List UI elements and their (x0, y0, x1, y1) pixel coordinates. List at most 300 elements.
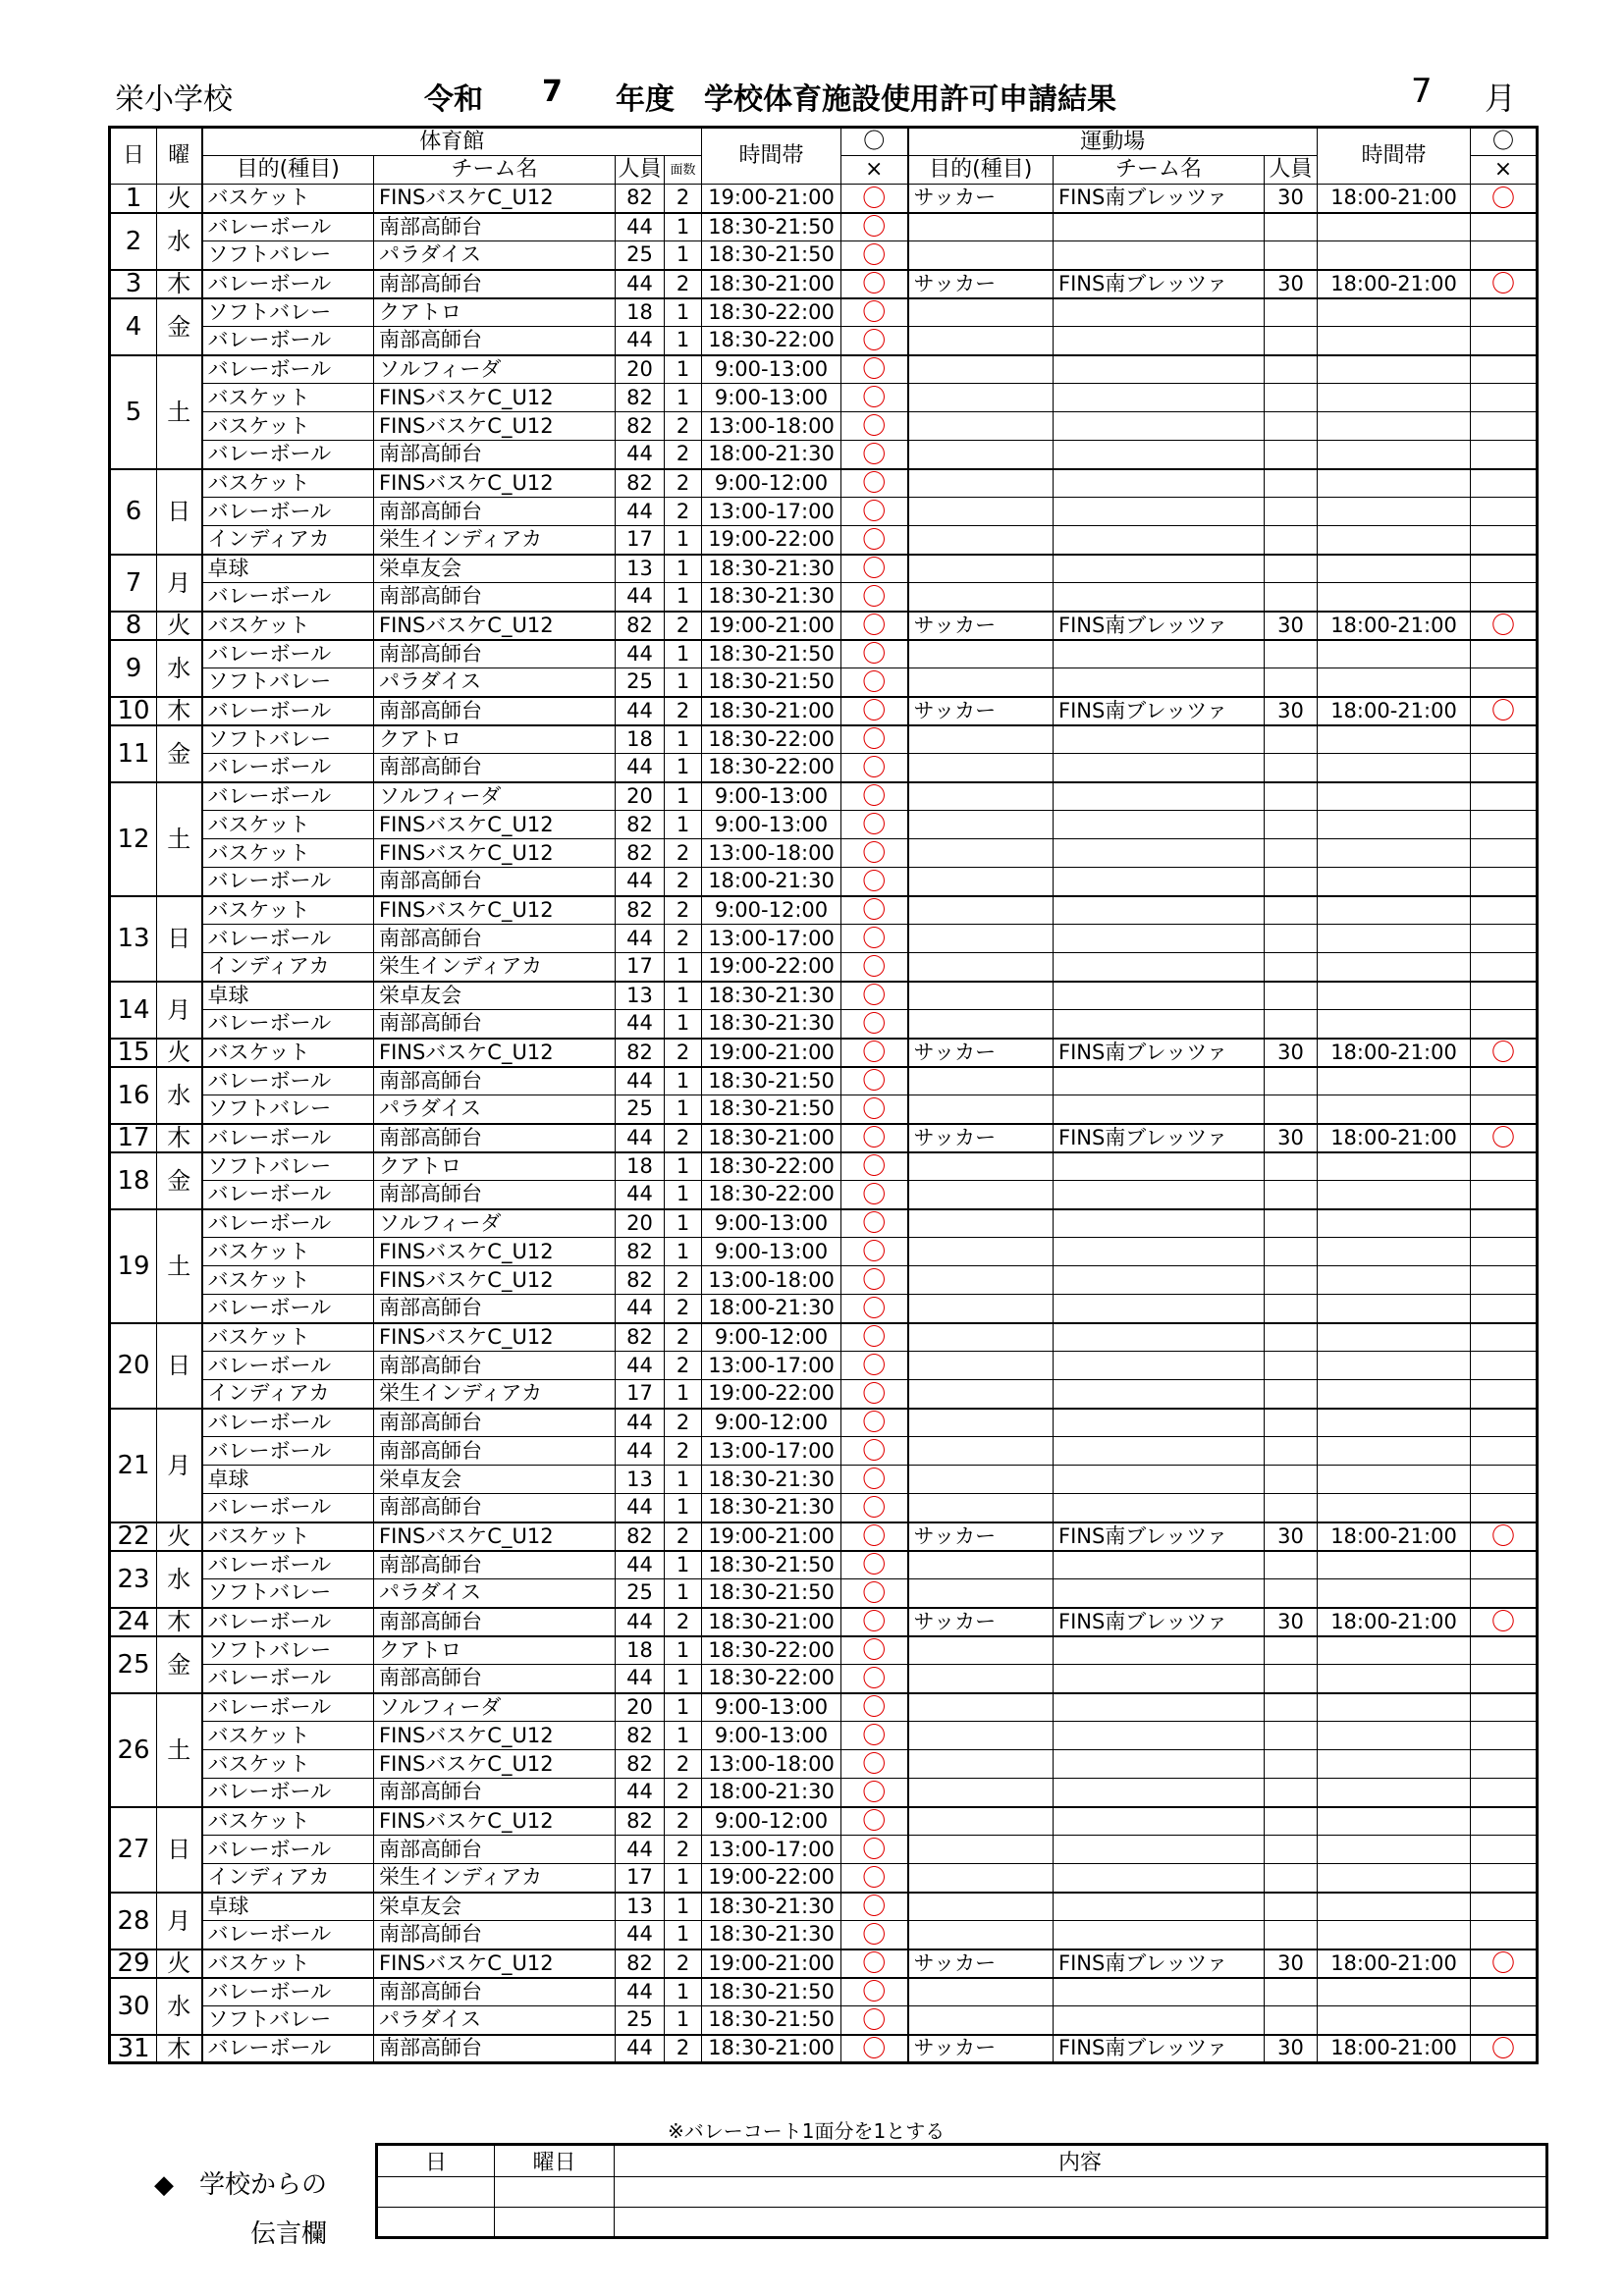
weekday: 火 (157, 1522, 202, 1551)
ground-people (1265, 1409, 1318, 1437)
gym-courts: 2 (665, 896, 702, 925)
ground-people (1265, 1722, 1318, 1750)
ground-time (1318, 1836, 1471, 1864)
gym-purpose: バレーボール (202, 1665, 374, 1693)
era-label: 令和 (424, 82, 483, 117)
gym-approval-mark: 〇 (841, 925, 908, 953)
schedule-row (110, 1693, 1538, 1722)
ground-time: 18:00-21:00 (1318, 1039, 1471, 1067)
ground-team (1054, 384, 1265, 412)
weekday: 水 (157, 1551, 202, 1608)
ground-time (1318, 1067, 1471, 1095)
ground-team (1054, 811, 1265, 839)
gym-team: 南部高師台 (374, 1551, 616, 1579)
gym-time: 13:00-17:00 (702, 498, 841, 526)
ground-team (1054, 1095, 1265, 1124)
gym-courts: 1 (665, 1579, 702, 1608)
gym-people: 44 (616, 868, 665, 896)
schedule-row (110, 298, 1538, 327)
ground-people (1265, 725, 1318, 754)
gym-approval-mark: 〇 (841, 355, 908, 384)
ground-purpose (908, 498, 1054, 526)
gym-purpose: バレーボール (202, 1209, 374, 1238)
gym-time: 18:30-21:00 (702, 270, 841, 298)
ground-time (1318, 1893, 1471, 1921)
gym-people: 44 (616, 498, 665, 526)
weekday: 水 (157, 1067, 202, 1124)
ground-approval-mark (1471, 1636, 1538, 1665)
ground-people (1265, 1978, 1318, 2006)
ground-time (1318, 2006, 1471, 2035)
gym-courts: 1 (665, 1010, 702, 1039)
year-value: 7 (542, 75, 563, 109)
gym-time: 13:00-17:00 (702, 1352, 841, 1380)
gym-time: 9:00-13:00 (702, 384, 841, 412)
ground-approval-mark: 〇 (1471, 697, 1538, 725)
ground-approval-mark (1471, 412, 1538, 441)
ground-people: 30 (1265, 1124, 1318, 1152)
schedule-row (110, 2006, 1538, 2035)
schedule-row (110, 896, 1538, 925)
ground-approval-mark (1471, 1295, 1538, 1323)
weekday: 金 (157, 1152, 202, 1209)
schedule-row (110, 1352, 1538, 1380)
ground-team: FINS南ブレッツァ (1054, 1522, 1265, 1551)
ground-time (1318, 1750, 1471, 1779)
ground-purpose (908, 896, 1054, 925)
day-number: 2 (110, 213, 157, 270)
ground-purpose (908, 1722, 1054, 1750)
ground-time (1318, 1921, 1471, 1949)
ground-time (1318, 1181, 1471, 1209)
ground-people (1265, 1010, 1318, 1039)
schedule-row (110, 640, 1538, 668)
weekday: 金 (157, 298, 202, 355)
gym-courts: 2 (665, 1522, 702, 1551)
ground-people (1265, 1181, 1318, 1209)
header-gym-people: 人員 (616, 156, 665, 185)
ground-time (1318, 1722, 1471, 1750)
memo-content-cell[interactable] (615, 2208, 1547, 2238)
gym-time: 18:30-21:50 (702, 1095, 841, 1124)
gym-time: 18:30-21:50 (702, 668, 841, 697)
gym-people: 44 (616, 1352, 665, 1380)
gym-purpose: バレーボール (202, 270, 374, 298)
gym-team: 南部高師台 (374, 213, 616, 241)
schedule-row (110, 355, 1538, 384)
ground-time (1318, 1864, 1471, 1893)
ground-approval-mark (1471, 1380, 1538, 1409)
gym-people: 44 (616, 1665, 665, 1693)
gym-time: 13:00-17:00 (702, 925, 841, 953)
schedule-row (110, 1579, 1538, 1608)
ground-team (1054, 868, 1265, 896)
schedule-row (110, 1380, 1538, 1409)
gym-courts: 2 (665, 1039, 702, 1067)
gym-purpose: バレーボール (202, 1693, 374, 1722)
ground-team (1054, 441, 1265, 469)
ground-approval-mark (1471, 469, 1538, 498)
gym-courts: 2 (665, 1352, 702, 1380)
weekday: 月 (157, 1893, 202, 1949)
ground-approval-mark (1471, 754, 1538, 782)
weekday: 木 (157, 1124, 202, 1152)
ground-team (1054, 1466, 1265, 1494)
ground-people (1265, 868, 1318, 896)
gym-purpose: バレーボール (202, 1551, 374, 1579)
ground-team (1054, 1380, 1265, 1409)
schedule-row (110, 1323, 1538, 1352)
day-number: 27 (110, 1807, 157, 1893)
ground-people (1265, 782, 1318, 811)
gym-courts: 2 (665, 868, 702, 896)
schedule-row (110, 1665, 1538, 1693)
gym-courts: 1 (665, 754, 702, 782)
schedule-row (110, 327, 1538, 355)
day-number: 31 (110, 2035, 157, 2063)
gym-purpose: バスケット (202, 1522, 374, 1551)
gym-team: 南部高師台 (374, 1437, 616, 1466)
schedule-row (110, 1636, 1538, 1665)
ground-time: 18:00-21:00 (1318, 1522, 1471, 1551)
ground-purpose (908, 1238, 1054, 1266)
gym-purpose: バレーボール (202, 1067, 374, 1095)
memo-table (375, 2143, 1548, 2239)
gym-time: 19:00-22:00 (702, 1864, 841, 1893)
schedule-row (110, 2035, 1538, 2063)
ground-people (1265, 1579, 1318, 1608)
schedule-row (110, 1295, 1538, 1323)
gym-people: 25 (616, 1095, 665, 1124)
ground-approval-mark (1471, 1807, 1538, 1836)
gym-approval-mark: 〇 (841, 327, 908, 355)
gym-time: 19:00-22:00 (702, 526, 841, 555)
weekday: 月 (157, 555, 202, 612)
gym-purpose: ソフトバレー (202, 1095, 374, 1124)
ground-time (1318, 1323, 1471, 1352)
schedule-row (110, 1409, 1538, 1437)
header-weekday: 曜 (157, 128, 202, 185)
gym-courts: 1 (665, 241, 702, 270)
ground-time (1318, 1266, 1471, 1295)
gym-team: 南部高師台 (374, 1124, 616, 1152)
header-gym-ng: × (841, 156, 908, 185)
gym-approval-mark: 〇 (841, 1807, 908, 1836)
gym-people: 20 (616, 782, 665, 811)
ground-purpose (908, 241, 1054, 270)
ground-purpose (908, 298, 1054, 327)
gym-approval-mark: 〇 (841, 1124, 908, 1152)
gym-purpose: バスケット (202, 1722, 374, 1750)
gym-time: 18:30-21:00 (702, 2035, 841, 2063)
ground-purpose: サッカー (908, 2035, 1054, 2063)
weekday: 土 (157, 355, 202, 469)
ground-approval-mark (1471, 640, 1538, 668)
gym-people: 44 (616, 1779, 665, 1807)
ground-purpose: サッカー (908, 1949, 1054, 1978)
gym-team: FINSバスケC_U12 (374, 384, 616, 412)
gym-courts: 1 (665, 1978, 702, 2006)
gym-people: 44 (616, 925, 665, 953)
gym-people: 17 (616, 526, 665, 555)
ground-team (1054, 555, 1265, 583)
ground-approval-mark (1471, 1836, 1538, 1864)
gym-purpose: バレーボール (202, 1779, 374, 1807)
gym-courts: 2 (665, 1437, 702, 1466)
gym-approval-mark: 〇 (841, 896, 908, 925)
weekday: 日 (157, 469, 202, 555)
gym-purpose: ソフトバレー (202, 668, 374, 697)
gym-approval-mark: 〇 (841, 1949, 908, 1978)
day-number: 21 (110, 1409, 157, 1522)
memo-row (377, 2177, 1547, 2208)
ground-people (1265, 811, 1318, 839)
ground-time: 18:00-21:00 (1318, 697, 1471, 725)
gym-team: 南部高師台 (374, 1921, 616, 1949)
gym-approval-mark: 〇 (841, 412, 908, 441)
ground-approval-mark (1471, 1409, 1538, 1437)
gym-people: 44 (616, 441, 665, 469)
ground-people (1265, 1551, 1318, 1579)
gym-time: 18:30-21:30 (702, 1466, 841, 1494)
gym-purpose: バレーボール (202, 1409, 374, 1437)
weekday: 土 (157, 782, 202, 896)
ground-team: FINS南ブレッツァ (1054, 1608, 1265, 1636)
gym-people: 25 (616, 1579, 665, 1608)
gym-purpose: バレーボール (202, 441, 374, 469)
ground-approval-mark (1471, 1921, 1538, 1949)
ground-approval-mark (1471, 868, 1538, 896)
ground-time (1318, 839, 1471, 868)
schedule-row (110, 1437, 1538, 1466)
gym-people: 13 (616, 1466, 665, 1494)
ground-people (1265, 896, 1318, 925)
gym-team: 南部高師台 (374, 498, 616, 526)
gym-approval-mark: 〇 (841, 982, 908, 1010)
ground-approval-mark (1471, 1067, 1538, 1095)
gym-people: 44 (616, 1295, 665, 1323)
ground-purpose (908, 839, 1054, 868)
gym-team: ソルフィーダ (374, 1209, 616, 1238)
gym-approval-mark: 〇 (841, 1295, 908, 1323)
ground-time (1318, 469, 1471, 498)
gym-time: 13:00-17:00 (702, 1437, 841, 1466)
gym-approval-mark: 〇 (841, 1494, 908, 1522)
ground-purpose (908, 1266, 1054, 1295)
gym-people: 44 (616, 1409, 665, 1437)
gym-courts: 2 (665, 2035, 702, 2063)
day-number: 20 (110, 1323, 157, 1409)
schedule-row (110, 1152, 1538, 1181)
ground-people: 30 (1265, 2035, 1318, 2063)
gym-time: 18:30-22:00 (702, 725, 841, 754)
gym-purpose: バレーボール (202, 1124, 374, 1152)
ground-people (1265, 1693, 1318, 1722)
ground-time (1318, 1665, 1471, 1693)
gym-purpose: バスケット (202, 612, 374, 640)
ground-time (1318, 1579, 1471, 1608)
ground-team (1054, 1010, 1265, 1039)
gym-people: 18 (616, 1636, 665, 1665)
gym-team: 栄生インディアカ (374, 526, 616, 555)
gym-courts: 2 (665, 469, 702, 498)
schedule-row (110, 1864, 1538, 1893)
gym-team: FINSバスケC_U12 (374, 896, 616, 925)
ground-team (1054, 298, 1265, 327)
memo-content-cell[interactable] (615, 2177, 1547, 2208)
month-value: 7 (1411, 72, 1433, 111)
ground-approval-mark (1471, 298, 1538, 327)
gym-people: 18 (616, 725, 665, 754)
ground-purpose (908, 982, 1054, 1010)
gym-time: 18:30-21:30 (702, 1921, 841, 1949)
ground-team: FINS南ブレッツァ (1054, 1949, 1265, 1978)
schedule-row (110, 1750, 1538, 1779)
ground-time (1318, 412, 1471, 441)
day-number: 9 (110, 640, 157, 697)
gym-people: 82 (616, 1238, 665, 1266)
day-number: 10 (110, 697, 157, 725)
day-number: 19 (110, 1209, 157, 1323)
schedule-row (110, 754, 1538, 782)
gym-purpose: バレーボール (202, 697, 374, 725)
ground-purpose (908, 1779, 1054, 1807)
weekday: 水 (157, 213, 202, 270)
ground-purpose (908, 1409, 1054, 1437)
gym-purpose: バスケット (202, 839, 374, 868)
day-number: 3 (110, 270, 157, 298)
gym-approval-mark: 〇 (841, 1209, 908, 1238)
ground-approval-mark (1471, 1437, 1538, 1466)
weekday: 金 (157, 725, 202, 782)
gym-purpose: 卓球 (202, 982, 374, 1010)
gym-team: パラダイス (374, 2006, 616, 2035)
day-number: 28 (110, 1893, 157, 1949)
ground-people (1265, 412, 1318, 441)
gym-people: 82 (616, 1949, 665, 1978)
gym-time: 9:00-12:00 (702, 1409, 841, 1437)
gym-approval-mark: 〇 (841, 1665, 908, 1693)
day-number: 23 (110, 1551, 157, 1608)
memo-day-cell[interactable] (377, 2208, 495, 2238)
day-number: 11 (110, 725, 157, 782)
ground-people (1265, 754, 1318, 782)
gym-purpose: バスケット (202, 1323, 374, 1352)
ground-purpose (908, 469, 1054, 498)
ground-people: 30 (1265, 1522, 1318, 1551)
weekday: 木 (157, 697, 202, 725)
ground-people: 30 (1265, 697, 1318, 725)
schedule-row (110, 1551, 1538, 1579)
gym-people: 44 (616, 1010, 665, 1039)
ground-team: FINS南ブレッツァ (1054, 1039, 1265, 1067)
ground-people (1265, 2006, 1318, 2035)
gym-courts: 2 (665, 1124, 702, 1152)
gym-time: 19:00-21:00 (702, 1949, 841, 1978)
ground-approval-mark (1471, 526, 1538, 555)
ground-purpose (908, 1665, 1054, 1693)
gym-people: 20 (616, 1209, 665, 1238)
ground-team (1054, 1579, 1265, 1608)
ground-team (1054, 526, 1265, 555)
schedule-row (110, 982, 1538, 1010)
ground-purpose (908, 868, 1054, 896)
gym-courts: 1 (665, 1380, 702, 1409)
gym-approval-mark: 〇 (841, 555, 908, 583)
ground-people (1265, 1209, 1318, 1238)
ground-purpose (908, 555, 1054, 583)
ground-people (1265, 1437, 1318, 1466)
weekday: 月 (157, 982, 202, 1039)
gym-purpose: バレーボール (202, 925, 374, 953)
gym-team: 南部高師台 (374, 1608, 616, 1636)
gym-purpose: バレーボール (202, 1010, 374, 1039)
ground-team (1054, 1665, 1265, 1693)
gym-purpose: バスケット (202, 412, 374, 441)
gym-courts: 2 (665, 612, 702, 640)
ground-team (1054, 498, 1265, 526)
ground-approval-mark (1471, 953, 1538, 982)
gym-approval-mark: 〇 (841, 384, 908, 412)
ground-people (1265, 668, 1318, 697)
gym-people: 82 (616, 1039, 665, 1067)
schedule-row (110, 782, 1538, 811)
gym-time: 19:00-21:00 (702, 1522, 841, 1551)
memo-header-weekday: 曜日 (495, 2145, 615, 2177)
memo-weekday-cell[interactable] (495, 2208, 615, 2238)
ground-purpose (908, 1750, 1054, 1779)
gym-approval-mark: 〇 (841, 868, 908, 896)
gym-purpose: バレーボール (202, 640, 374, 668)
memo-row (377, 2208, 1547, 2238)
gym-courts: 1 (665, 1238, 702, 1266)
gym-approval-mark: 〇 (841, 1238, 908, 1266)
gym-purpose: バレーボール (202, 1181, 374, 1209)
weekday: 火 (157, 1949, 202, 1978)
gym-approval-mark: 〇 (841, 754, 908, 782)
memo-day-cell[interactable] (377, 2177, 495, 2208)
ground-purpose (908, 441, 1054, 469)
gym-team: クアトロ (374, 298, 616, 327)
gym-purpose: バスケット (202, 896, 374, 925)
gym-time: 18:30-21:50 (702, 640, 841, 668)
gym-courts: 1 (665, 1181, 702, 1209)
ground-people (1265, 1807, 1318, 1836)
ground-team (1054, 925, 1265, 953)
gym-team: 南部高師台 (374, 583, 616, 612)
gym-courts: 2 (665, 1750, 702, 1779)
gym-time: 9:00-13:00 (702, 1238, 841, 1266)
gym-courts: 1 (665, 298, 702, 327)
header-ground-ng: × (1471, 156, 1538, 185)
gym-team: FINSバスケC_U12 (374, 1807, 616, 1836)
memo-weekday-cell[interactable] (495, 2177, 615, 2208)
gym-team: 南部高師台 (374, 697, 616, 725)
schedule-row (110, 1466, 1538, 1494)
schedule-row (110, 612, 1538, 640)
ground-approval-mark (1471, 241, 1538, 270)
gym-team: 南部高師台 (374, 1409, 616, 1437)
gym-courts: 1 (665, 725, 702, 754)
ground-purpose (908, 1551, 1054, 1579)
ground-purpose: サッカー (908, 612, 1054, 640)
gym-courts: 2 (665, 1807, 702, 1836)
ground-team: FINS南ブレッツァ (1054, 185, 1265, 213)
gym-courts: 1 (665, 1095, 702, 1124)
ground-people (1265, 1836, 1318, 1864)
header-gym-time: 時間帯 (702, 128, 841, 185)
gym-purpose: 卓球 (202, 555, 374, 583)
